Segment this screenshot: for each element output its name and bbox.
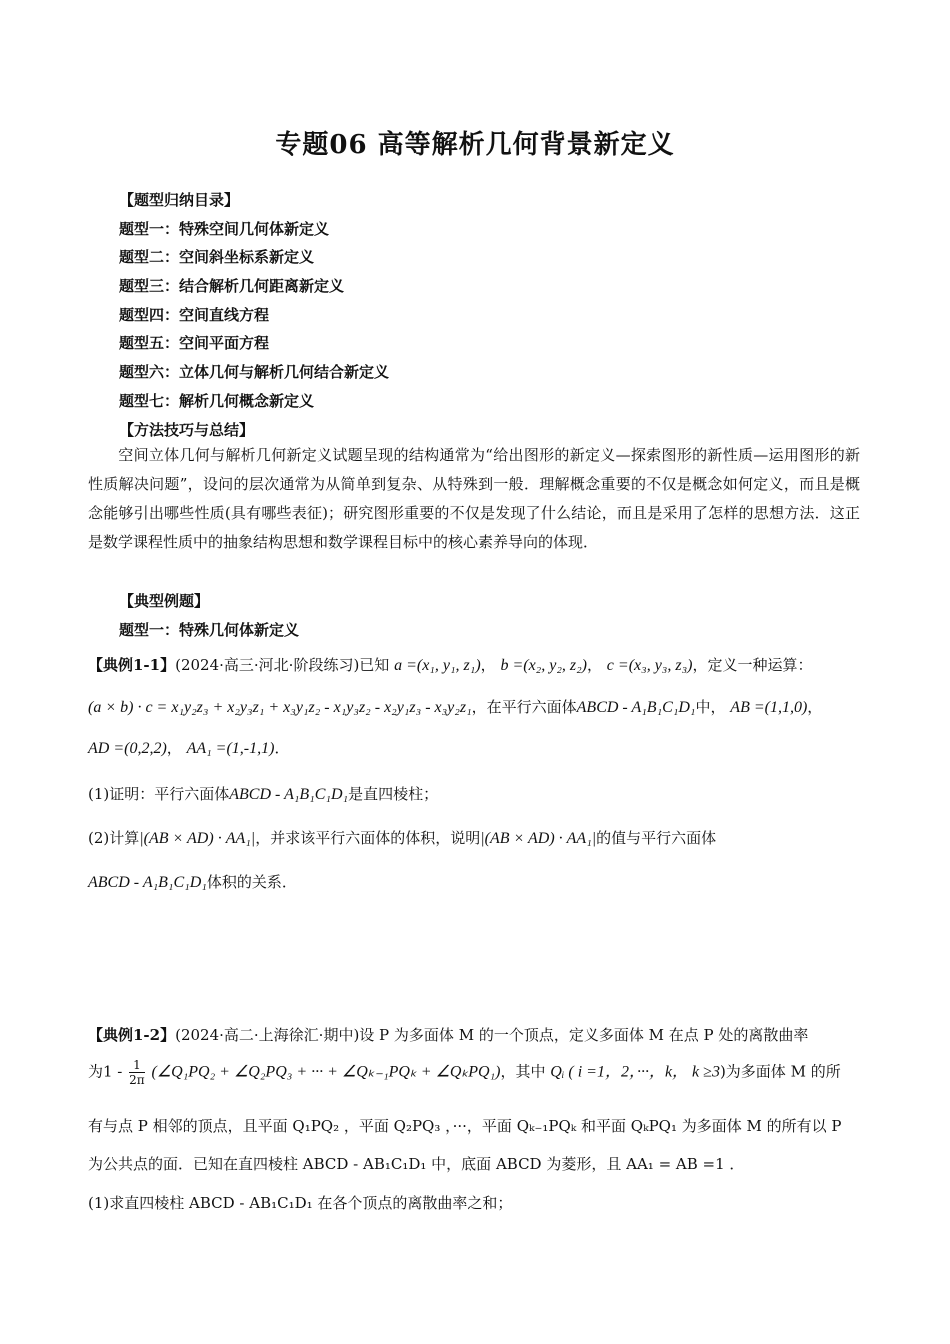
toc-heading: 【题型归纳目录】 <box>119 191 240 209</box>
ex11-ab: AB =(1,1,0) <box>730 699 808 716</box>
ex12-frac-num: 1 <box>129 1058 145 1073</box>
page-title: 专题06 高等解析几何背景新定义 <box>275 130 675 160</box>
ex11-prism: ABCD - A₁B₁C₁D₁ <box>576 699 696 716</box>
ex11-source: (2024·高三·河北·阶段练习)已知 <box>175 656 390 674</box>
toc-item: 题型六：立体几何与解析几何结合新定义 <box>119 363 390 382</box>
ex12-line4: 为公共点的面．已知在直四棱柱 ABCD - AB₁C₁D₁ 中，底面 ABCD 为菱形，且 AA₁ = AB =1 ． <box>88 1155 745 1173</box>
ex11-mid: 中， <box>695 698 726 716</box>
toc-item: 题型二：空间斜坐标系新定义 <box>119 248 315 267</box>
ex11-q2-expr: |(AB × AD) · AA₁| <box>139 830 256 847</box>
ex11-q2-start: (2)计算 <box>88 829 140 847</box>
ex11-q1-end: 是直四棱柱； <box>348 785 439 803</box>
ex11-q2-tail: 的值与平行六面体 <box>596 829 717 847</box>
ex12-line1-text: (2024·高二·上海徐汇·期中)设 P 为多面体 M 的一个顶点，定义多面体 M 在点 P 处的离散曲率 <box>175 1026 809 1044</box>
ex11-b-def: b =(x₂, y₂, z₂) <box>500 657 588 674</box>
method-text: 空间立体几何与解析几何新定义试题呈现的结构通常为“给出图形的新定义—探索图形的新性质—运用图形的新性质解决问题”，设问的层次通常为从简单到复杂、从特殊到一般．理解概念重要的不仅是概念如何定义，而且是概念能够引出哪些性质(具有哪些表征)；研究图形重要的不仅是发现了什么结论，而且是采用了怎样的思想方法．这正是数学课程性质中的抽象结构思想和数学课程目标中的核心素养导向的体现． <box>88 446 860 551</box>
ex12-line2-mid: ，其中 <box>500 1062 546 1081</box>
toc-item: 题型四：空间直线方程 <box>119 305 270 324</box>
ex12-line2-end: )为多面体 M 的所 <box>719 1062 841 1081</box>
ex11-q1-text: (1)证明：平行六面体 <box>88 785 230 803</box>
ex11-q1-prism: ABCD - A₁B₁C₁D₁ <box>229 786 349 803</box>
ex11-line2: (a × b) · c = x₁y₂z₃ + x₂y₃z₁ + x₃y₁z₂ - x₁y₃z₂ - x₂y₁z₃ - x₃y₂z₁，在平行六面体ABCD - A₁B₁C₁D₁中， AB =(1,1,0)， <box>88 698 823 716</box>
ex12-line2-expr: (∠Q₁PQ₂ + ∠Q₂PQ₃ + ··· + ∠Qₖ₋₁PQₖ + ∠QₖPQ₁) <box>151 1063 501 1081</box>
method-heading: 【方法技巧与总结】 <box>119 420 255 439</box>
toc-section <box>119 186 389 444</box>
ex11-q2-expr-repeat: |(AB × AD) · AA₁| <box>480 830 597 847</box>
toc-item: 题型一：特殊空间几何体新定义 <box>119 219 330 238</box>
ex12-fraction <box>129 1058 145 1087</box>
ex11-c-def: c =(x₃, y₃, z₃) <box>606 657 693 674</box>
ex11-q2-mid: ，并求该平行六面体的体积，说明 <box>255 829 481 847</box>
ex12-label: 【典例1-2】 <box>88 1026 176 1044</box>
ex11-q1 <box>88 783 438 804</box>
type1-heading: 题型一：特殊几何体新定义 <box>119 621 300 639</box>
ex12-line2-pre: 为1 - <box>88 1062 123 1081</box>
toc-item: 题型七：解析几何概念新定义 <box>119 391 315 410</box>
ex11-label: 【典例1-1】 <box>88 656 176 674</box>
ex11-aa1: AA₁ =(1,-1,1) <box>186 740 275 757</box>
ex12-line2-qi: Qᵢ ( i =1，2，···，k， k ≥3 <box>550 1063 720 1081</box>
toc-item: 题型五：空间平面方程 <box>119 334 270 353</box>
examples-heading: 【典型例题】 <box>119 592 210 610</box>
ex11-in-prism: ，在平行六面体 <box>471 698 577 716</box>
ex11-q2-prism: ABCD - A₁B₁C₁D₁ <box>88 874 207 891</box>
ex12-line1 <box>88 1024 808 1045</box>
ex11-a-def: a =(x₁, y₁, z₁) <box>394 657 481 674</box>
ex11-ad: AD =(0,2,2) <box>88 740 167 757</box>
ex11-q2-end: 体积的关系． <box>206 873 297 891</box>
ex11-define-op: ，定义一种运算： <box>692 656 813 674</box>
ex12-line2 <box>88 1058 841 1087</box>
ex11-q2 <box>88 827 716 848</box>
toc-item: 题型三：结合解析几何距离新定义 <box>119 277 345 296</box>
ex12-frac-den: 2π <box>129 1073 145 1087</box>
ex11-line3: AD =(0,2,2)， AA₁ =(1,-1,1)． <box>88 739 290 757</box>
ex11-q2-cont <box>88 871 297 892</box>
ex11-formula: (a × b) · c = x₁y₂z₃ + x₂y₃z₁ + x₃y₁z₂ - x₁y₃z₂ - x₂y₁z₃ - x₃y₂z₁ <box>88 699 472 716</box>
ex12-line3: 有与点 P 相邻的顶点，且平面 Q₁PQ₂ ，平面 Q₂PQ₃ ，···，平面 Qₖ₋₁PQₖ 和平面 QₖPQ₁ 为多面体 M 的所有以 P <box>88 1117 842 1135</box>
ex12-q1: (1)求直四棱柱 ABCD - AB₁C₁D₁ 在各个顶点的离散曲率之和； <box>88 1194 513 1212</box>
method-paragraph <box>88 441 860 557</box>
ex11-line1: 【典例1-1】(2024·高三·河北·阶段练习)已知 a =(x₁, y₁, z₁)， b =(x₂, y₂, z₂)， c =(x₃, y₃, z₃)，定义一种运算： <box>88 656 813 674</box>
